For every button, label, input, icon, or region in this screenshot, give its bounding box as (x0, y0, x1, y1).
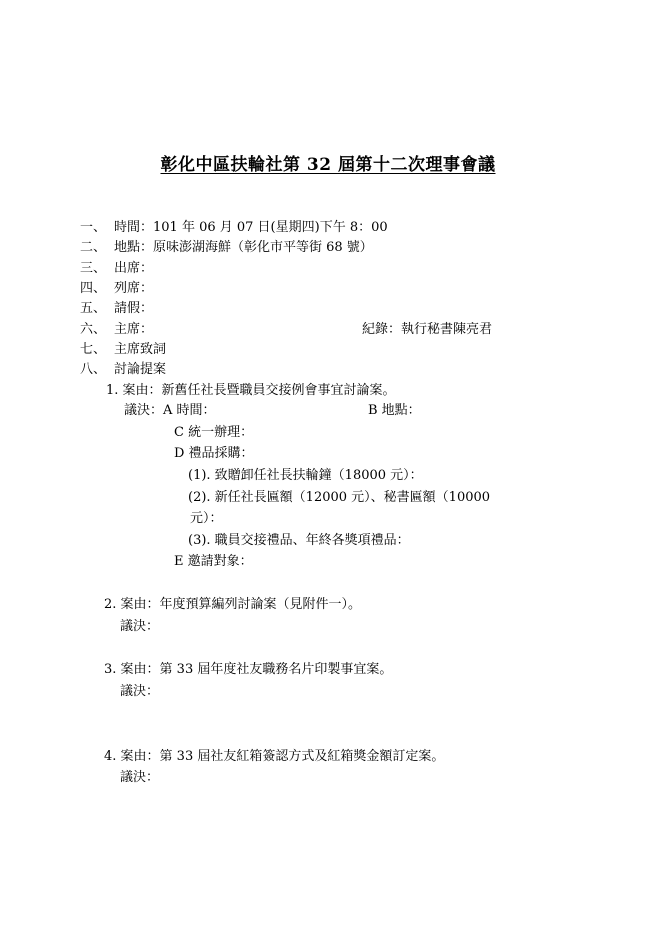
item-number-1: 一、 (80, 220, 107, 235)
proposal-2-case: 2. 案由：年度預算編列討論案（見附件一）。 (104, 597, 362, 612)
item-chair: 主席： (114, 322, 154, 337)
item-number-8: 八、 (80, 362, 107, 377)
proposal-1-gift-1: (1). 致贈卸任社長扶輪鐘（18000 元）： (188, 468, 423, 483)
item-number-6: 六、 (80, 322, 107, 337)
proposal-1-case: 1. 案由：新舊任社長暨職員交接例會事宜討論案。 (106, 383, 396, 398)
proposal-1-invitees: E 邀請對象： (174, 554, 253, 569)
proposal-2-resolution: 議決： (120, 619, 160, 634)
item-observers: 列席： (114, 281, 154, 296)
proposal-1-gift-purchase: D 禮品採購： (174, 446, 254, 461)
item-number-4: 四、 (80, 281, 107, 296)
proposal-1-unified: C 統一辦理： (174, 425, 254, 440)
document-title: 彰化中區扶輪社第 32 屆第十二次理事會議 (160, 155, 496, 175)
proposal-3-resolution: 議決： (120, 684, 160, 699)
proposal-3-case: 3. 案由：第 33 屆年度社友職務名片印製事宜案。 (104, 662, 393, 677)
item-number-2: 二、 (80, 240, 107, 255)
item-number-7: 七、 (80, 342, 107, 357)
proposal-1-location: B 地點： (368, 403, 421, 418)
proposal-1-gift-3: (3). 職員交接禮品、年終各獎項禮品： (188, 533, 410, 548)
proposal-1-resolution: 議決：A 時間： (124, 403, 216, 418)
item-recorder: 紀錄：執行秘書陳亮君 (362, 322, 493, 337)
item-leave: 請假： (114, 301, 154, 316)
item-chair-speech: 主席致詞 (114, 342, 167, 357)
item-time: 時間：101 年 06 月 07 日(星期四)下午 8：00 (114, 220, 388, 235)
item-number-3: 三、 (80, 261, 107, 276)
proposal-1-gift-2-cont: 元）： (190, 511, 223, 526)
proposal-4-case: 4. 案由：第 33 屆社友紅箱簽認方式及紅箱獎金額訂定案。 (104, 749, 445, 764)
proposal-1-gift-2: (2). 新任社長匾額（12000 元）、秘書匾額（10000 (188, 490, 491, 505)
item-attendance: 出席： (114, 261, 154, 276)
item-location: 地點：原味澎湖海鮮（彰化市平等街 68 號） (114, 240, 373, 255)
item-number-5: 五、 (80, 301, 107, 316)
proposal-4-resolution: 議決： (120, 770, 160, 785)
item-discussion: 討論提案 (114, 362, 167, 377)
